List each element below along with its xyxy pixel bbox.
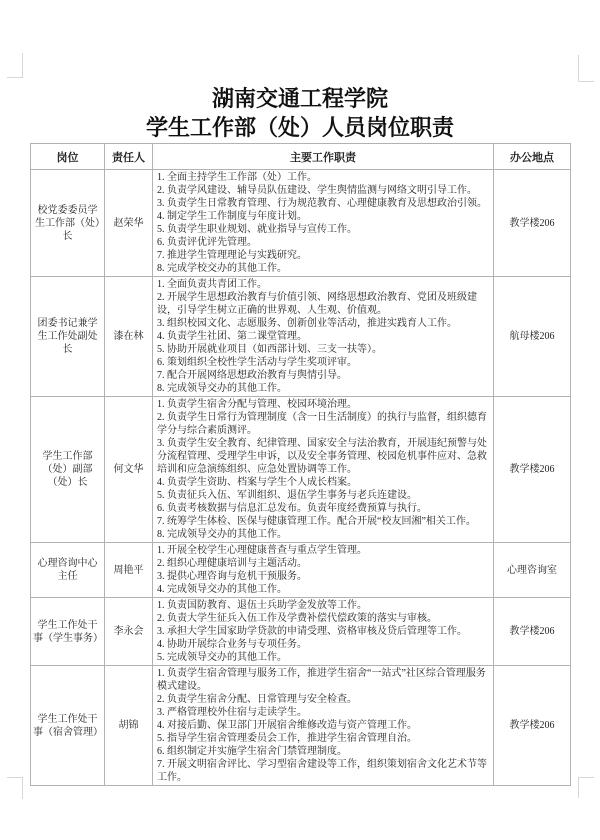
duty-item: 3. 提供心理咨询与危机干预服务。: [157, 571, 307, 582]
duty-item: 5. 负责学生职业规划、就业指导与宣传工作。: [157, 224, 357, 235]
header-position: 岗位: [31, 144, 105, 170]
position-cell: 校党委委员学生工作部（处）长: [31, 170, 105, 277]
duty-item: 4. 制定学生工作制度与年度计划。: [157, 211, 307, 222]
duty-item: 2. 负责学风建设、辅导员队伍建设、学生舆情监测与网络文明引导工作。: [157, 185, 477, 196]
duty-item: 6. 策划组织全校性学生活动与学生奖项评审。: [157, 357, 357, 368]
crop-mark-bottom-right: [578, 777, 594, 798]
duty-item: 8. 完成领导交办的其他工作。: [157, 529, 287, 540]
location-cell: 航母楼206: [494, 277, 571, 397]
position-cell: 学生工作部（处）副部（处）长: [31, 397, 105, 543]
table-row: [31, 598, 571, 666]
duty-item: 5. 协助开展就业项目（如西部计划、三支一扶等）。: [157, 344, 382, 355]
duty-item: 3. 负责学生日常教育管理、行为规范教育、心理健康教育及思想政治引领。: [157, 198, 487, 209]
header-location: 办公地点: [494, 144, 571, 170]
duty-item: 3. 严格管理校外住宿与走读学生。: [157, 707, 307, 718]
person-cell: 漆在林: [105, 277, 153, 397]
table-row: [31, 666, 571, 786]
table-row: [31, 277, 571, 397]
duty-item: 7. 开展文明宿舍评比、学习型宿舍建设等工作，组织策划宿舍文化艺术节等工作。: [157, 759, 487, 783]
person-cell: 周艳平: [105, 543, 153, 598]
duty-item: 1. 全面主持学生工作部（处）工作。: [157, 172, 317, 183]
duty-item: 4. 负责学生社团、第二课堂管理。: [157, 331, 307, 342]
duty-item: 3. 承担大学生国家助学贷款的申请受理、资格审核及贷后管理等工作。: [157, 626, 467, 637]
duty-item: 6. 组织制定并实施学生宿舍门禁管理制度。: [157, 746, 347, 757]
duty-item: 1. 负责学生宿舍管理与服务工作，推进学生宿舍“一站式”社区综合管理服务模式建设。: [157, 668, 486, 692]
duty-item: 5. 完成领导交办的其他工作。: [157, 652, 287, 663]
duty-item: 6. 负责考核数据与信息汇总发布。负责年度经费预算与执行。: [157, 503, 427, 514]
position-cell: 团委书记兼学生工作处副处长: [31, 277, 105, 397]
document-title: [0, 85, 600, 143]
duty-item: 7. 推进学生管理理论与实践研究。: [157, 250, 307, 261]
location-cell: 教学楼206: [494, 170, 571, 277]
duty-item: 2. 负责学生宿舍分配、日常管理与安全检查。: [157, 694, 357, 705]
duty-item: 2. 开展学生思想政治教育与价值引领、网络思想政治教育、党团及班级建设，引导学生树立正确的世界观、人生观、价值观。: [157, 292, 477, 316]
person-cell: 胡锦: [105, 666, 153, 786]
title-line-1: 湖南交通工程学院: [211, 87, 388, 112]
person-cell: 李永会: [105, 598, 153, 666]
duty-item: 2. 负责学生日常行为管理制度（含一日生活制度）的执行与监督，组织德育学分与综合素质测评。: [157, 412, 487, 436]
duty-item: 4. 负责学生资助、档案与学生个人成长档案。: [157, 477, 357, 488]
duty-item: 4. 协助开展综合业务与专项任务。: [157, 639, 307, 650]
duty-item: 2. 组织心理健康培训与主题活动。: [157, 558, 307, 569]
table-row: [31, 543, 571, 598]
header-person: 责任人: [105, 144, 153, 170]
crop-mark-top-left: [7, 53, 23, 78]
crop-mark-bottom-left: [7, 777, 23, 799]
person-cell: 何文华: [105, 397, 153, 543]
duty-item: 3. 负责学生安全教育、纪律管理、国家安全与法治教育，开展违纪预警与处分流程管理、受理学生申诉，以及安全事务管理、校园危机事件应对、急救培训和应急演练组织、应急处置协调等工作。: [157, 438, 487, 475]
duties-cell: [153, 543, 494, 598]
person-cell: 赵荣华: [105, 170, 153, 277]
duty-table: [30, 143, 571, 786]
duty-item: 5. 负责征兵入伍、军训组织、退伍学生事务与老兵连建设。: [157, 490, 417, 501]
duty-item: 8. 完成领导交办的其他工作。: [157, 383, 287, 394]
table-header-row: [31, 144, 571, 170]
duties-cell: [153, 598, 494, 666]
position-cell: 学生工作处干事（学生事务）: [31, 598, 105, 666]
duty-item: 1. 负责学生宿舍分配与管理、校园环境治理。: [157, 399, 357, 410]
duty-item: 1. 全面负责共青团工作。: [157, 279, 267, 290]
crop-mark-top-right: [578, 55, 594, 82]
position-cell: 心理咨询中心主任: [31, 543, 105, 598]
location-cell: 教学楼206: [494, 397, 571, 543]
duty-item: 4. 对接后勤、保卫部门开展宿舍维修改造与资产管理工作。: [157, 720, 417, 731]
duty-item: 1. 负责国防教育、退伍士兵助学金发放等工作。: [157, 600, 367, 611]
table-row: [31, 170, 571, 277]
duty-item: 1. 开展全校学生心理健康普查与重点学生管理。: [157, 545, 367, 556]
duty-item: 4. 完成领导交办的其他工作。: [157, 584, 287, 595]
duty-item: 7. 配合开展网络思想政治教育与舆情引导。: [157, 370, 347, 381]
duty-item: 7. 统筹学生体检、医保与健康管理工作。配合开展“校友回湘”相关工作。: [157, 516, 476, 527]
location-cell: 心理咨询室: [494, 543, 571, 598]
location-cell: 教学楼206: [494, 598, 571, 666]
table-body: [31, 170, 571, 786]
duty-item: 3. 组织校园文化、志愿服务、创新创业等活动，推进实践育人工作。: [157, 318, 457, 329]
duty-item: 5. 指导学生宿舍管理委员会工作，推进学生宿舍管理自治。: [157, 733, 417, 744]
table-row: [31, 397, 571, 543]
duties-cell: [153, 397, 494, 543]
location-cell: 教学楼206: [494, 666, 571, 786]
duties-cell: [153, 666, 494, 786]
duty-item: 8. 完成学校交办的其他工作。: [157, 263, 287, 274]
header-duties: 主要工作职责: [153, 144, 494, 170]
duties-cell: [153, 277, 494, 397]
duty-item: 2. 负责大学生征兵入伍工作及学费补偿代偿政策的落实与审核。: [157, 613, 437, 624]
duties-cell: [153, 170, 494, 277]
duty-item: 6. 负责评优评先管理。: [157, 237, 257, 248]
position-cell: 学生工作处干事（宿舍管理）: [31, 666, 105, 786]
title-line-2: 学生工作部（处）人员岗位职责: [145, 116, 454, 141]
